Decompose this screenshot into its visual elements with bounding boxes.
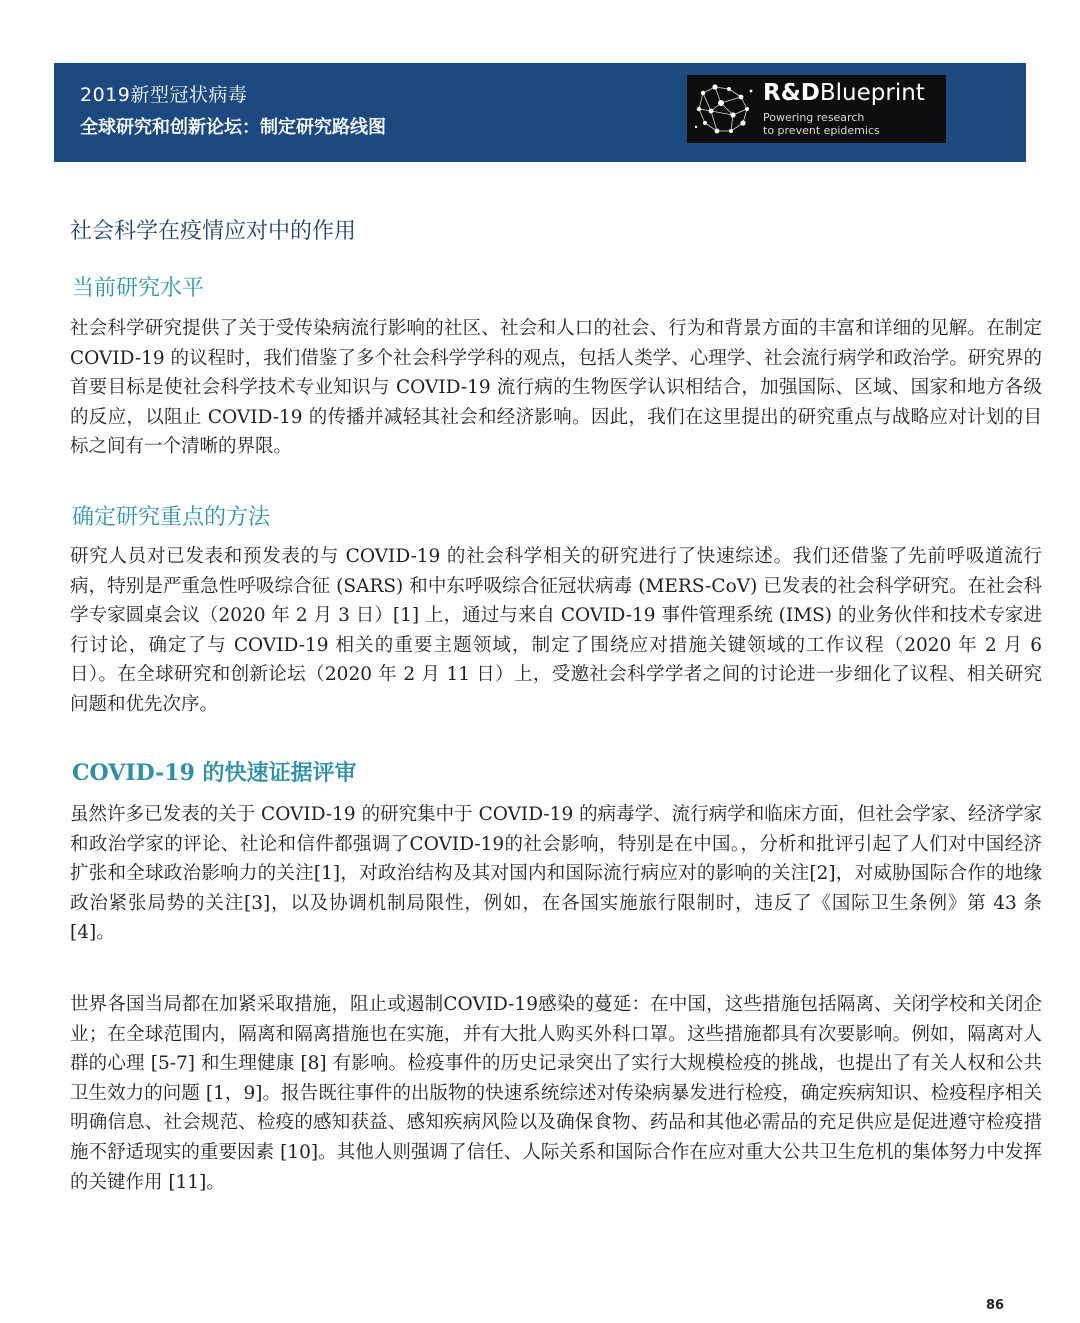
logo-tagline: Powering research to prevent epidemics xyxy=(763,111,880,137)
paragraph-methodology: 研究人员对已发表和预发表的与 COVID-19 的社会科学相关的研究进行了快速综述。我们还借鉴了先前呼吸道流行病，特别是严重急性呼吸综合征 (SARS) 和中东呼吸综合征冠状病毒 (MERS-CoV) 已发表的社会科学研究。在社会科学专家圆桌会议（2020 年 2 月 3 日）[1] 上，通过与来自 COVID-19 事件管理系统 (IMS) 的业务伙伴和技术专家进行讨论，确定了与 COVID-19 相关的重要主题领域，制定了围绕应对措施关键领域的工作议程（2020 年 2 月 6 日）。在全球研究和创新论坛（2020 年 2 月 11 日）上，受邀社会科学学者之间的讨论进一步细化了议程、相关研究问题和优先次序。 xyxy=(70,546,1042,715)
header-year-title: 2019新型冠状病毒 xyxy=(80,84,248,106)
page-title: 社会科学在疫情应对中的作用 xyxy=(70,219,357,244)
header-forum-title: 全球研究和创新论坛：制定研究路线图 xyxy=(80,117,386,138)
paragraph-current-research: 社会科学研究提供了关于受传染病流行影响的社区、社会和人口的社会、行为和背景方面的丰富和详细的见解。在制定 COVID-19 的议程时，我们借鉴了多个社会科学学科的观点，包括人类学、心理学、社会流行病学和政治学。研究界的首要目标是使社会科学技术专业知识与 COVID-19 流行病的生物医学认识相结合，加强国际、区域、国家和地方各级的反应，以阻止 COVID-19 的传播并减轻其社会和经济影响。因此，我们在这里提出的研究重点与战略应对计划的目标之间有一个清晰的界限。 xyxy=(70,318,1042,458)
section-heading-current-research: 当前研究水平 xyxy=(72,276,205,301)
section-heading-rapid-evidence-review: COVID-19 的快速证据评审 xyxy=(72,760,357,786)
paragraph-rapid-review-1: 虽然许多已发表的关于 COVID-19 的研究集中于 COVID-19 的病毒学、流行病学和临床方面，但社会学家、经济学家和政治学家的评论、社论和信件都强调了COVID-19的社会影响，特别是在中国。，分析和批评引起了人们对中国经济扩张和全球政治影响力的关注[1]，对政治结构及其对国内和国际流行病应对的影响的关注[2]，对威胁国际合作的地缘政治紧张局势的关注[3]，以及协调机制局限性，例如，在各国实施旅行限制时，违反了《国际卫生条例》第 43 条 [4]。 xyxy=(70,804,1042,944)
logo-brand-name xyxy=(763,80,925,106)
section-heading-methodology: 确定研究重点的方法 xyxy=(72,505,271,530)
paragraph-rapid-review-2: 世界各国当局都在加紧采取措施，阻止或遏制COVID-19感染的蔓延：在中国，这些措施包括隔离、关闭学校和关闭企业；在全球范围内，隔离和隔离措施也在实施，并有大批人购买外科口罩。这些措施都具有次要影响。例如，隔离对人群的心理 [5-7] 和生理健康 [8] 有影响。检疫事件的历史记录突出了实行大规模检疫的挑战，也提出了有关人权和公共卫生效力的问题 [1，9]。报告既往事件的出版物的快速系统综述对传染病暴发进行检疫，确定疾病知识、检疫程序相关明确信息、社会规范、检疫的感知获益、感知疾病风险以及确保食物、药品和其他必需品的充足供应是促进遵守检疫措施不舒适现实的重要因素 [10]。其他人则强调了信任、人际关系和国际合作在应对重大公共卫生危机的集体努力中发挥的关键作用 [11]。 xyxy=(70,994,1042,1193)
page-number: 86 xyxy=(986,1298,1005,1313)
rd-blueprint-logo xyxy=(687,75,946,143)
header-banner xyxy=(54,63,1026,162)
logo-brand-prefix: R&D xyxy=(763,80,820,106)
network-globe-icon xyxy=(693,79,755,139)
logo-brand-suffix: Blueprint xyxy=(819,80,925,106)
